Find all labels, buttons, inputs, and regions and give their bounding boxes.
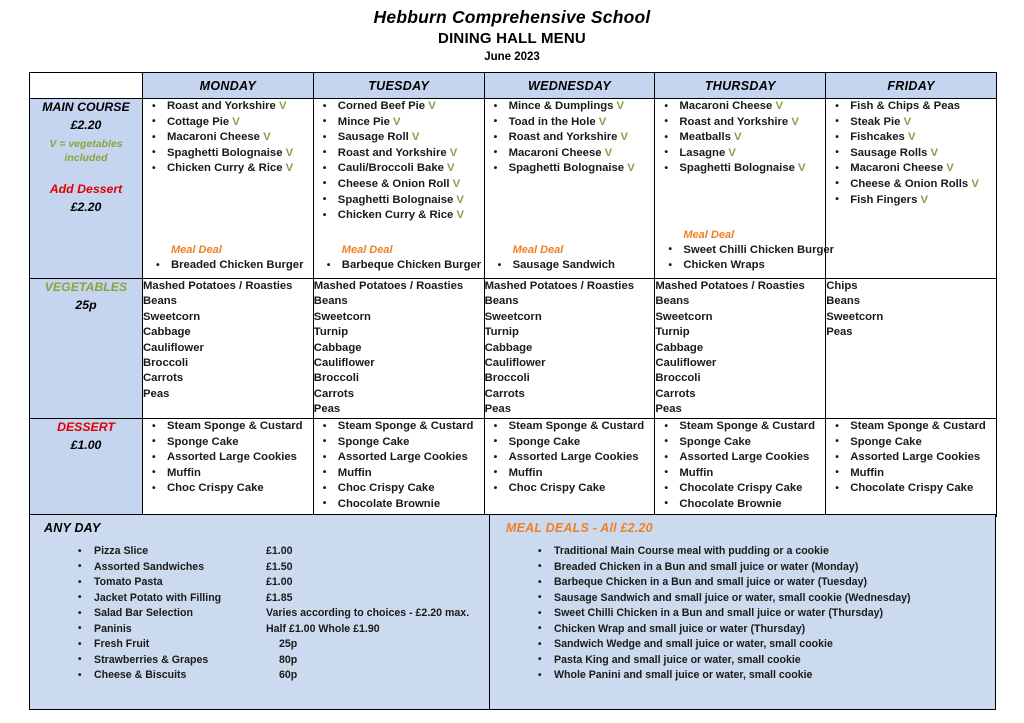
vegetable-item: Turnip bbox=[313, 326, 349, 339]
vegetarian-marker: V bbox=[282, 146, 294, 159]
page-title-block bbox=[0, 0, 1024, 66]
meal-deal-entry: • Whole Panini and small juice or water, small cookie bbox=[554, 668, 995, 684]
main-course-cell-thursday bbox=[655, 99, 835, 279]
meal-deals-list bbox=[490, 544, 995, 684]
meal-deals-section bbox=[490, 515, 995, 709]
menu-item: • Spaghetti Bolognaise V bbox=[485, 161, 655, 177]
any-day-item-name: Pizza Slice bbox=[94, 545, 149, 557]
dessert-item: • Chocolate Crispy Cake bbox=[826, 481, 996, 497]
any-day-item-name: Cheese & Biscuits bbox=[94, 669, 187, 681]
dessert-item: • Muffin bbox=[485, 466, 655, 482]
meal-deal-list-tuesday bbox=[318, 258, 480, 274]
any-day-item-price: £1.85 bbox=[266, 591, 293, 604]
vegetable-item: Cauliflower bbox=[484, 357, 546, 370]
vegetable-item: Sweetcorn bbox=[143, 310, 201, 323]
main-course-list-friday bbox=[826, 99, 996, 208]
vegetables-cell-monday bbox=[143, 279, 314, 419]
meal-deal-entry: • Pasta King and small juice or water, small cookie bbox=[554, 653, 995, 669]
dessert-item: • Chocolate Brownie bbox=[314, 497, 484, 513]
meal-deal-item: • Barbeque Chicken Burger bbox=[318, 258, 480, 274]
menu-item: • Macaroni Cheese V bbox=[655, 99, 825, 115]
vegetable-item: Turnip bbox=[484, 326, 519, 339]
dessert-item: • Steam Sponge & Custard bbox=[655, 419, 825, 435]
menu-subtitle: DINING HALL MENU bbox=[438, 29, 586, 47]
any-day-item-price: Half £1.00 Whole £1.90 bbox=[266, 622, 380, 635]
vegetable-item: Sweetcorn bbox=[313, 310, 371, 323]
day-header-wednesday: WEDNESDAY bbox=[484, 73, 655, 99]
dessert-item: • Steam Sponge & Custard bbox=[143, 419, 313, 435]
menu-item: • Cauli/Broccoli Bake V bbox=[314, 161, 484, 177]
dessert-list-friday bbox=[826, 419, 996, 497]
dessert-item: • Muffin bbox=[655, 466, 825, 482]
vegetarian-marker: V bbox=[275, 100, 287, 112]
vegetable-item: Peas bbox=[826, 326, 853, 339]
vegetarian-marker: V bbox=[453, 209, 465, 222]
any-day-item bbox=[94, 575, 489, 591]
any-day-item-price: 80p bbox=[279, 653, 298, 666]
menu-item: • Fishcakes V bbox=[826, 130, 996, 146]
meal-deal-item: • Breaded Chicken Burger bbox=[147, 258, 309, 274]
meal-deal-title-tuesday: Meal Deal bbox=[341, 244, 393, 257]
menu-item: • Sausage Roll V bbox=[314, 130, 484, 146]
menu-item: • Roast and Yorkshire V bbox=[314, 146, 484, 162]
vegetables-price: 25p bbox=[75, 297, 97, 312]
vegetarian-marker: V bbox=[730, 131, 742, 144]
any-day-item-name: Salad Bar Selection bbox=[94, 607, 193, 619]
main-course-list-wednesday bbox=[485, 99, 655, 177]
vegetable-item: Cabbage bbox=[484, 341, 533, 354]
vegetable-item: Peas bbox=[313, 403, 341, 416]
main-course-cell-tuesday bbox=[313, 99, 484, 279]
dessert-list-wednesday bbox=[485, 419, 655, 497]
vegetables-list-wednesday bbox=[485, 279, 655, 418]
vegetable-item: Beans bbox=[143, 295, 177, 308]
menu-item: • Macaroni Cheese V bbox=[826, 161, 996, 177]
meal-deal-title-wednesday: Meal Deal bbox=[512, 244, 564, 257]
vegetarian-marker: V bbox=[282, 162, 294, 175]
menu-item: • Cheese & Onion Roll V bbox=[314, 177, 484, 193]
meal-deal-title-thursday: Meal Deal bbox=[683, 228, 735, 241]
dessert-price: £1.00 bbox=[70, 437, 102, 452]
vegetable-item: Cabbage bbox=[655, 341, 704, 354]
menu-item: • Meatballs V bbox=[655, 130, 825, 146]
dessert-item: • Steam Sponge & Custard bbox=[826, 419, 996, 435]
add-dessert-price: £2.20 bbox=[70, 199, 102, 214]
vegetable-item: Beans bbox=[655, 295, 690, 308]
any-day-item-name: Assorted Sandwiches bbox=[94, 560, 205, 573]
vegetarian-marker: V bbox=[788, 115, 799, 128]
vegetable-item: Sweetcorn bbox=[484, 310, 542, 323]
any-day-list bbox=[30, 544, 489, 684]
vegetable-item: Cauliflower bbox=[655, 357, 717, 370]
any-day-item-price: £1.00 bbox=[266, 576, 293, 588]
dessert-label-cell bbox=[30, 419, 143, 517]
menu-table bbox=[29, 72, 997, 517]
vegetarian-marker: V bbox=[794, 162, 806, 175]
vegetarian-marker: V bbox=[725, 146, 736, 159]
meal-deal-entry: • Breaded Chicken in a Bun and small juice or water (Monday) bbox=[554, 560, 995, 576]
vegetables-cell-wednesday bbox=[484, 279, 655, 419]
vegetarian-marker: V bbox=[453, 193, 464, 206]
menu-item: • Steak Pie V bbox=[826, 115, 996, 131]
meal-deal-entry: • Traditional Main Course meal with pudding or a cookie bbox=[554, 544, 995, 560]
vegetarian-marker: V bbox=[772, 100, 784, 112]
vegetable-item: Sweetcorn bbox=[655, 310, 713, 323]
school-name: Hebburn Comprehensive School bbox=[373, 7, 651, 27]
meal-deal-block-thursday bbox=[659, 227, 835, 274]
vegetables-list-thursday bbox=[655, 279, 825, 418]
dessert-item: • Assorted Large Cookies bbox=[826, 450, 996, 466]
any-day-item bbox=[94, 606, 489, 622]
vegetable-item: Cabbage bbox=[313, 341, 362, 354]
vegetarian-marker: V bbox=[595, 115, 607, 128]
vegetarian-marker: V bbox=[943, 162, 954, 175]
bottom-panel bbox=[29, 514, 996, 710]
any-day-item-name: Paninis bbox=[94, 622, 132, 635]
meal-deal-item: • Sausage Sandwich bbox=[489, 258, 651, 274]
menu-date: June 2023 bbox=[484, 51, 540, 64]
vegetable-item: Sweetcorn bbox=[826, 310, 884, 323]
day-header-tuesday: TUESDAY bbox=[313, 73, 484, 99]
vegetable-item: Broccoli bbox=[484, 372, 530, 385]
vegetarian-marker: V bbox=[624, 162, 635, 175]
vegetarian-note: V = vegetables included bbox=[49, 137, 123, 164]
any-day-item bbox=[94, 544, 489, 560]
vegetable-item: Carrots bbox=[484, 387, 525, 400]
menu-item: • Roast and Yorkshire V bbox=[485, 130, 655, 146]
vegetable-item: Chips bbox=[826, 280, 858, 292]
vegetarian-marker: V bbox=[389, 115, 401, 128]
vegetable-item: Beans bbox=[313, 295, 348, 308]
vegetarian-marker: V bbox=[259, 131, 271, 144]
any-day-item bbox=[94, 653, 489, 669]
vegetarian-marker: V bbox=[443, 162, 455, 175]
vegetable-item: Beans bbox=[826, 295, 861, 308]
meal-deal-entry: • Sausage Sandwich and small juice or water, small cookie (Wednesday) bbox=[554, 591, 995, 607]
main-course-list-monday bbox=[143, 99, 313, 177]
menu-item: • Fish Fingers V bbox=[826, 193, 996, 209]
meal-deal-list-thursday bbox=[659, 243, 835, 274]
dessert-item: • Choc Crispy Cake bbox=[314, 481, 484, 497]
vegetables-list-monday bbox=[143, 279, 313, 402]
dessert-list-monday bbox=[143, 419, 313, 497]
dessert-item: • Choc Crispy Cake bbox=[485, 481, 655, 497]
menu-item: • Mince & Dumplings V bbox=[485, 99, 655, 115]
dessert-cell-thursday bbox=[655, 419, 826, 517]
dessert-item: • Muffin bbox=[143, 466, 313, 482]
menu-item: • Chicken Curry & Rice V bbox=[314, 208, 484, 224]
dessert-item: • Chocolate Crispy Cake bbox=[655, 481, 825, 497]
dessert-row bbox=[30, 419, 997, 517]
dessert-item: • Muffin bbox=[314, 466, 484, 482]
vegetable-item: Mashed Potatoes / Roasties bbox=[484, 280, 635, 292]
dessert-item: • Steam Sponge & Custard bbox=[485, 419, 655, 435]
vegetarian-marker: V bbox=[968, 177, 979, 190]
vegetable-item: Mashed Potatoes / Roasties bbox=[313, 280, 464, 292]
meal-deal-block-monday bbox=[147, 242, 309, 274]
vegetable-item: Peas bbox=[655, 403, 682, 416]
vegetarian-marker: V bbox=[449, 177, 461, 190]
main-course-cell-wednesday bbox=[484, 99, 655, 279]
vegetables-list-tuesday bbox=[314, 279, 484, 418]
any-day-item-price: 25p bbox=[279, 638, 298, 650]
dessert-item: • Assorted Large Cookies bbox=[485, 450, 655, 466]
vegetables-cell-thursday bbox=[655, 279, 826, 419]
dessert-item: • Assorted Large Cookies bbox=[143, 450, 313, 466]
any-day-item bbox=[94, 668, 489, 684]
main-course-row bbox=[30, 99, 997, 279]
any-day-item-name: Jacket Potato with Filling bbox=[94, 591, 222, 604]
main-course-list-tuesday bbox=[314, 99, 484, 224]
main-course-label: MAIN COURSE bbox=[42, 100, 130, 114]
menu-item: • Chicken Curry & Rice V bbox=[143, 161, 313, 177]
day-header-monday: MONDAY bbox=[143, 73, 314, 99]
main-course-cell-monday bbox=[143, 99, 314, 279]
dessert-item: • Sponge Cake bbox=[314, 435, 484, 451]
main-course-label-cell bbox=[30, 99, 143, 279]
dessert-item: • Sponge Cake bbox=[826, 435, 996, 451]
meal-deal-entry: • Barbeque Chicken in a Bun and small juice or water (Tuesday) bbox=[554, 575, 995, 591]
dessert-item: • Assorted Large Cookies bbox=[314, 450, 484, 466]
menu-item: • Lasagne V bbox=[655, 146, 825, 162]
menu-item: • Fish & Chips & Peas bbox=[826, 99, 996, 115]
any-day-item bbox=[94, 560, 489, 576]
menu-item: • Cottage Pie V bbox=[143, 115, 313, 131]
meal-deal-item: • Sweet Chilli Chicken Burger bbox=[659, 243, 821, 259]
dessert-label: DESSERT bbox=[57, 420, 115, 434]
main-course-price: £2.20 bbox=[70, 117, 102, 132]
day-header-friday: FRIDAY bbox=[826, 73, 997, 99]
dessert-cell-tuesday bbox=[313, 419, 484, 517]
any-day-item-name: Strawberries & Grapes bbox=[94, 653, 209, 666]
vegetable-item: Beans bbox=[484, 295, 519, 308]
vegetable-item: Cauliflower bbox=[143, 341, 204, 354]
meal-deal-list-monday bbox=[147, 258, 309, 274]
meal-deals-heading: MEAL DEALS - All £2.20 bbox=[506, 521, 653, 535]
any-day-item-name: Fresh Fruit bbox=[94, 638, 150, 650]
vegetarian-marker: V bbox=[613, 100, 625, 112]
vegetables-row bbox=[30, 279, 997, 419]
dessert-item: • Sponge Cake bbox=[655, 435, 825, 451]
any-day-item bbox=[94, 591, 489, 607]
vegetarian-marker: V bbox=[904, 131, 916, 144]
any-day-item-price: Varies according to choices - £2.20 max. bbox=[266, 607, 470, 619]
dessert-item: • Choc Crispy Cake bbox=[143, 481, 313, 497]
vegetable-item: Peas bbox=[143, 387, 170, 400]
any-day-section bbox=[30, 515, 490, 709]
menu-item: • Macaroni Cheese V bbox=[485, 146, 655, 162]
meal-deal-block-tuesday bbox=[318, 242, 480, 274]
menu-item: • Sausage Rolls V bbox=[826, 146, 996, 162]
vegetable-item: Carrots bbox=[143, 372, 184, 385]
vegetables-label-cell bbox=[30, 279, 143, 419]
vegetables-label: VEGETABLES bbox=[44, 280, 128, 294]
main-course-list-thursday bbox=[655, 99, 825, 177]
menu-item: • Macaroni Cheese V bbox=[143, 130, 313, 146]
day-header-row bbox=[30, 73, 997, 99]
meal-deal-title-monday: Meal Deal bbox=[171, 244, 222, 257]
menu-item: • Roast and Yorkshire V bbox=[143, 99, 313, 115]
any-day-item bbox=[94, 637, 489, 653]
menu-item: • Toad in the Hole V bbox=[485, 115, 655, 131]
meal-deal-entry: • Sandwich Wedge and small juice or water, small cookie bbox=[554, 637, 995, 653]
vegetable-item: Broccoli bbox=[655, 372, 701, 385]
any-day-item-price: 60p bbox=[279, 669, 298, 681]
dessert-list-tuesday bbox=[314, 419, 484, 513]
vegetables-list-friday bbox=[826, 279, 996, 341]
vegetarian-marker: V bbox=[446, 146, 458, 159]
menu-item: • Mince Pie V bbox=[314, 115, 484, 131]
dessert-item: • Steam Sponge & Custard bbox=[314, 419, 484, 435]
meal-deal-block-wednesday bbox=[489, 242, 651, 274]
meal-deal-entry: • Chicken Wrap and small juice or water (Thursday) bbox=[554, 622, 995, 638]
vegetarian-marker: V bbox=[425, 100, 436, 112]
vegetables-cell-tuesday bbox=[313, 279, 484, 419]
add-dessert-label: Add Dessert bbox=[49, 182, 123, 196]
vegetable-item: Carrots bbox=[655, 387, 696, 400]
dessert-list-thursday bbox=[655, 419, 825, 513]
vegetarian-marker: V bbox=[900, 115, 912, 128]
menu-item: • Spaghetti Bolognaise V bbox=[314, 193, 484, 209]
menu-item: • Cheese & Onion Rolls V bbox=[826, 177, 996, 193]
vegetarian-marker: V bbox=[408, 131, 420, 144]
day-header-thursday: THURSDAY bbox=[655, 73, 826, 99]
corner-cell bbox=[30, 73, 143, 99]
menu-item: • Spaghetti Bolognaise V bbox=[655, 161, 825, 177]
vegetable-item: Mashed Potatoes / Roasties bbox=[143, 280, 293, 292]
vegetable-item: Mashed Potatoes / Roasties bbox=[655, 280, 805, 292]
meal-deal-list-wednesday bbox=[489, 258, 651, 274]
vegetable-item: Peas bbox=[484, 403, 511, 416]
any-day-item-price: £1.00 bbox=[266, 545, 293, 557]
vegetable-item: Broccoli bbox=[143, 357, 189, 370]
any-day-heading: ANY DAY bbox=[44, 521, 101, 535]
meal-deal-entry: • Sweet Chilli Chicken in a Bun and small juice or water (Thursday) bbox=[554, 606, 995, 622]
vegetarian-marker: V bbox=[229, 115, 240, 128]
vegetable-item: Turnip bbox=[655, 326, 690, 339]
menu-item: • Corned Beef Pie V bbox=[314, 99, 484, 115]
dessert-cell-wednesday bbox=[484, 419, 655, 517]
menu-item: • Spaghetti Bolognaise V bbox=[143, 146, 313, 162]
vegetable-item: Broccoli bbox=[313, 372, 359, 385]
vegetable-item: Cabbage bbox=[143, 326, 191, 339]
dessert-cell-friday bbox=[826, 419, 997, 517]
any-day-item bbox=[94, 622, 489, 638]
vegetarian-marker: V bbox=[927, 146, 939, 159]
vegetables-cell-friday bbox=[826, 279, 997, 419]
dessert-item: • Sponge Cake bbox=[143, 435, 313, 451]
vegetable-item: Carrots bbox=[313, 387, 354, 400]
dessert-item: • Chocolate Brownie bbox=[655, 497, 825, 513]
menu-item: • Roast and Yorkshire V bbox=[655, 115, 825, 131]
any-day-item-name: Tomato Pasta bbox=[94, 576, 163, 588]
vegetarian-marker: V bbox=[617, 131, 629, 144]
any-day-item-price: £1.50 bbox=[266, 560, 293, 573]
dessert-cell-monday bbox=[143, 419, 314, 517]
main-course-cell-friday bbox=[826, 99, 997, 279]
dessert-item: • Assorted Large Cookies bbox=[655, 450, 825, 466]
vegetarian-marker: V bbox=[601, 146, 613, 159]
dessert-item: • Sponge Cake bbox=[485, 435, 655, 451]
vegetarian-marker: V bbox=[917, 193, 929, 206]
vegetable-item: Cauliflower bbox=[313, 357, 375, 370]
dessert-item: • Muffin bbox=[826, 466, 996, 482]
meal-deal-item: • Chicken Wraps bbox=[659, 258, 821, 274]
